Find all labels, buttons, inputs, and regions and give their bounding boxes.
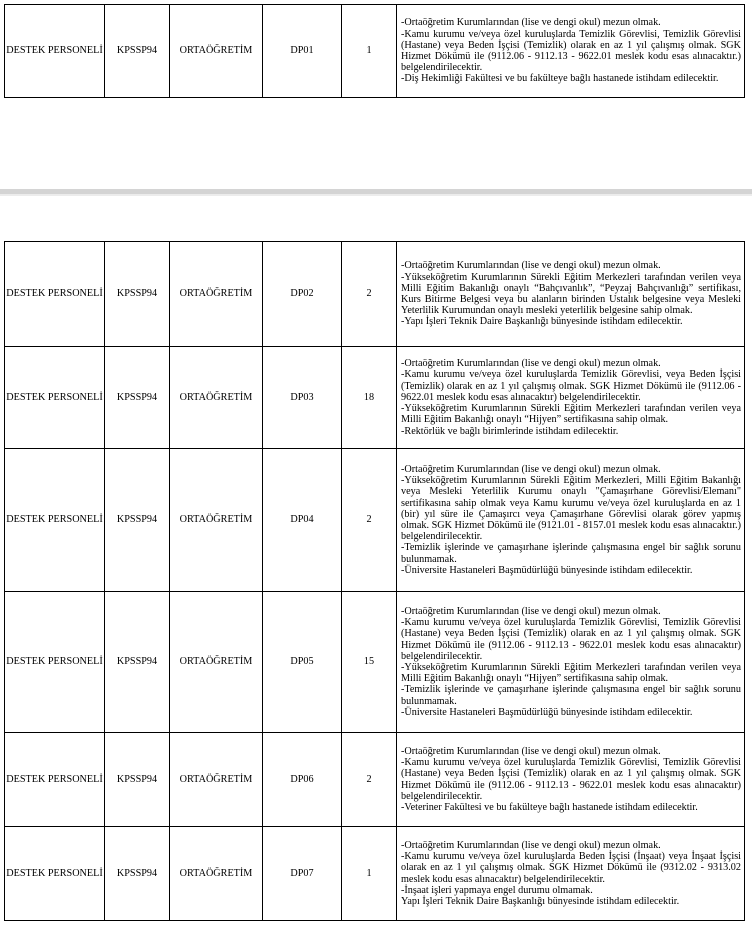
table-row <box>5 5 745 98</box>
education-cell: ORTAÖĞRETİM <box>170 592 263 733</box>
unit-cell: DESTEK PERSONELİ <box>5 347 105 449</box>
education-cell: ORTAÖĞRETİM <box>170 449 263 592</box>
position-code-cell: DP03 <box>263 347 342 449</box>
conditions-cell <box>397 592 745 733</box>
exam-code-cell: KPSSP94 <box>105 347 170 449</box>
condition-line: -Kamu kurumu ve/veya özel kuruluşlarda Temizlik Görevlisi, Temizlik Görevlisi (Hastane) veya Beden İşçisi (Temizlik) olarak en az 1 yıl çalışmış olmak. SGK Hizmet Dökümü ile (9112.06 - 9112.13 - 9622.01 meslek kodu esas alınacaktır) belgelendirilecektir. <box>401 757 741 802</box>
condition-line: -Temizlik işlerinde ve çamaşırhane işlerinde çalışmasına engel bir sağlık sorunu bulunmamak. <box>401 542 741 565</box>
table-row <box>5 592 745 733</box>
conditions-cell <box>397 5 745 98</box>
table-row <box>5 827 745 921</box>
condition-line: -Ortaöğretim Kurumlarından (lise ve dengi okul) mezun olmak. <box>401 260 661 272</box>
condition-line: -Diş Hekimliği Fakültesi ve bu fakülteye bağlı hastanede istihdam edilecektir. <box>401 73 719 85</box>
education-cell: ORTAÖĞRETİM <box>170 5 263 98</box>
condition-line: -Ortaöğretim Kurumlarından (lise ve dengi okul) mezun olmak. <box>401 17 661 29</box>
condition-line: -Kamu kurumu ve/veya özel kuruluşlarda Temizlik Görevlisi, veya Beden İşçisi (Temizlik) olarak en az 1 yıl çalışmış olmak. SGK Hizmet Dökümü ile (9112.06 - 9622.01 meslek kodu esas alınacaktır) belgelendirilecektir. <box>401 369 741 403</box>
conditions-cell <box>397 827 745 921</box>
exam-code-cell: KPSSP94 <box>105 5 170 98</box>
education-cell: ORTAÖĞRETİM <box>170 347 263 449</box>
unit-cell: DESTEK PERSONELİ <box>5 827 105 921</box>
count-cell: 15 <box>342 592 397 733</box>
count-cell: 1 <box>342 827 397 921</box>
position-table-top <box>4 4 745 98</box>
condition-line: -Ortaöğretim Kurumlarından (lise ve dengi okul) mezun olmak. <box>401 745 661 757</box>
unit-cell: DESTEK PERSONELİ <box>5 242 105 347</box>
unit-cell: DESTEK PERSONELİ <box>5 449 105 592</box>
unit-cell: DESTEK PERSONELİ <box>5 733 105 827</box>
conditions-cell <box>397 733 745 827</box>
conditions-cell <box>397 347 745 449</box>
table-row <box>5 733 745 827</box>
count-cell: 18 <box>342 347 397 449</box>
condition-line: -Kamu kurumu ve/veya özel kuruluşlarda Temizlik Görevlisi, Temizlik Görevlisi (Hastane) veya Beden İşçisi (Temizlik) olarak en az 1 yıl çalışmış olmak. SGK Hizmet Dökümü ile (9112.06 - 9112.13 - 9622.01 meslek kodu esas alınacaktır.) belgelendirilecektir. <box>401 28 741 74</box>
exam-code-cell: KPSSP94 <box>105 827 170 921</box>
count-cell: 1 <box>342 5 397 98</box>
exam-code-cell: KPSSP94 <box>105 733 170 827</box>
condition-line: -Yükseköğretim Kurumlarının Sürekli Eğitim Merkezleri tarafından verilen veya Milli Eğitim Bakanlığı onaylı “Hijyen” sertifikasına sahip olmak. <box>401 403 741 426</box>
condition-line: -Yükseköğretim Kurumlarının Sürekli Eğitim Merkezleri, Milli Eğitim Bakanlığı veya Mesleki Yeterlilik Kurumu onaylı "Çamaşırhane Görevlisi/Elemanı" sertifikasına sahip olmak veya Kamu kurumu ve/veya özel kuruluşlarda en az 1 (bir) yıl süre ile Çamaşırcı veya Çamaşırhane Görevlisi olarak görev yapmış olmak. SGK Hizmet Dökümü ile (9121.01 - 8157.01 meslek kodu esas alınacaktır.) belgelendirilecektir. <box>401 475 741 543</box>
condition-line: -Yükseköğretim Kurumlarının Sürekli Eğitim Merkezleri tarafından verilen veya Milli Eğitim Bakanlığı onaylı “Bahçıvanlık”, “Peyzaj Bahçıvanlığı” sertifikası, Kurs Bitirme Belgesi veya bu alanların birinden Ustalık belgesine veya Mesleki Yeterlilik Kurumundan onaylı mesleki yeterlilik belgesine sahip olmak. <box>401 271 741 317</box>
condition-line: -Kamu kurumu ve/veya özel kuruluşlarda Beden İşçisi (İnşaat) veya İnşaat İşçisi olarak en az 1 yıl çalışmış olmak. SGK Hizmet Dökümü ile (9312.02 - 9313.02 meslek kodu esas alınacaktır) belgelendirilecektir. <box>401 851 741 885</box>
exam-code-cell: KPSSP94 <box>105 242 170 347</box>
condition-line: -Temizlik işlerinde ve çamaşırhane işlerinde çalışmasına engel bir sağlık sorunu bulunmamak. <box>401 684 741 707</box>
table-row <box>5 242 745 347</box>
position-code-cell: DP02 <box>263 242 342 347</box>
position-table-bottom <box>4 241 745 921</box>
exam-code-cell: KPSSP94 <box>105 449 170 592</box>
condition-line: -Rektörlük ve bağlı birimlerinde istihdam edilecektir. <box>401 425 619 437</box>
position-code-cell: DP06 <box>263 733 342 827</box>
page-separator-shadow <box>0 194 752 196</box>
condition-line: -Ortaöğretim Kurumlarından (lise ve dengi okul) mezun olmak. <box>401 839 661 851</box>
unit-cell: DESTEK PERSONELİ <box>5 592 105 733</box>
count-cell: 2 <box>342 733 397 827</box>
count-cell: 2 <box>342 242 397 347</box>
condition-line: -Veteriner Fakültesi ve bu fakülteye bağlı hastanede istihdam edilecektir. <box>401 801 698 813</box>
table-row <box>5 449 745 592</box>
exam-code-cell: KPSSP94 <box>105 592 170 733</box>
condition-line: -Yükseköğretim Kurumlarının Sürekli Eğitim Merkezleri tarafından verilen veya Milli Eğitim Bakanlığı onaylı “Hijyen” sertifikasına sahip olmak. <box>401 662 741 685</box>
conditions-cell <box>397 242 745 347</box>
condition-line: -İnşaat işleri yapmaya engel durumu olmamak. <box>401 884 593 896</box>
position-code-cell: DP01 <box>263 5 342 98</box>
condition-line: -Kamu kurumu ve/veya özel kuruluşlarda Temizlik Görevlisi, Temizlik Görevlisi (Hastane) veya Beden İşçisi (Temizlik) olarak en az 1 yıl çalışmış olmak. SGK Hizmet Dökümü ile (9112.06 - 9112.13 - 9622.01 meslek kodu esas alınacaktır) belgelendirilecektir. <box>401 617 741 662</box>
condition-line: Yapı İşleri Teknik Daire Başkanlığı bünyesinde istihdam edilecektir. <box>401 895 680 907</box>
table-row <box>5 347 745 449</box>
condition-line: -Üniversite Hastaneleri Başmüdürlüğü bünyesinde istihdam edilecektir. <box>401 706 693 718</box>
condition-line: -Yapı İşleri Teknik Daire Başkanlığı bünyesinde istihdam edilecektir. <box>401 316 683 328</box>
condition-line: -Ortaöğretim Kurumlarından (lise ve dengi okul) mezun olmak. <box>401 463 661 475</box>
education-cell: ORTAÖĞRETİM <box>170 242 263 347</box>
position-code-cell: DP07 <box>263 827 342 921</box>
condition-line: -Ortaöğretim Kurumlarından (lise ve dengi okul) mezun olmak. <box>401 358 661 370</box>
conditions-cell <box>397 449 745 592</box>
position-code-cell: DP04 <box>263 449 342 592</box>
condition-line: -Üniversite Hastaneleri Başmüdürlüğü bünyesinde istihdam edilecektir. <box>401 564 693 576</box>
position-code-cell: DP05 <box>263 592 342 733</box>
unit-cell: DESTEK PERSONELİ <box>5 5 105 98</box>
education-cell: ORTAÖĞRETİM <box>170 827 263 921</box>
education-cell: ORTAÖĞRETİM <box>170 733 263 827</box>
count-cell: 2 <box>342 449 397 592</box>
condition-line: -Ortaöğretim Kurumlarından (lise ve dengi okul) mezun olmak. <box>401 605 661 617</box>
